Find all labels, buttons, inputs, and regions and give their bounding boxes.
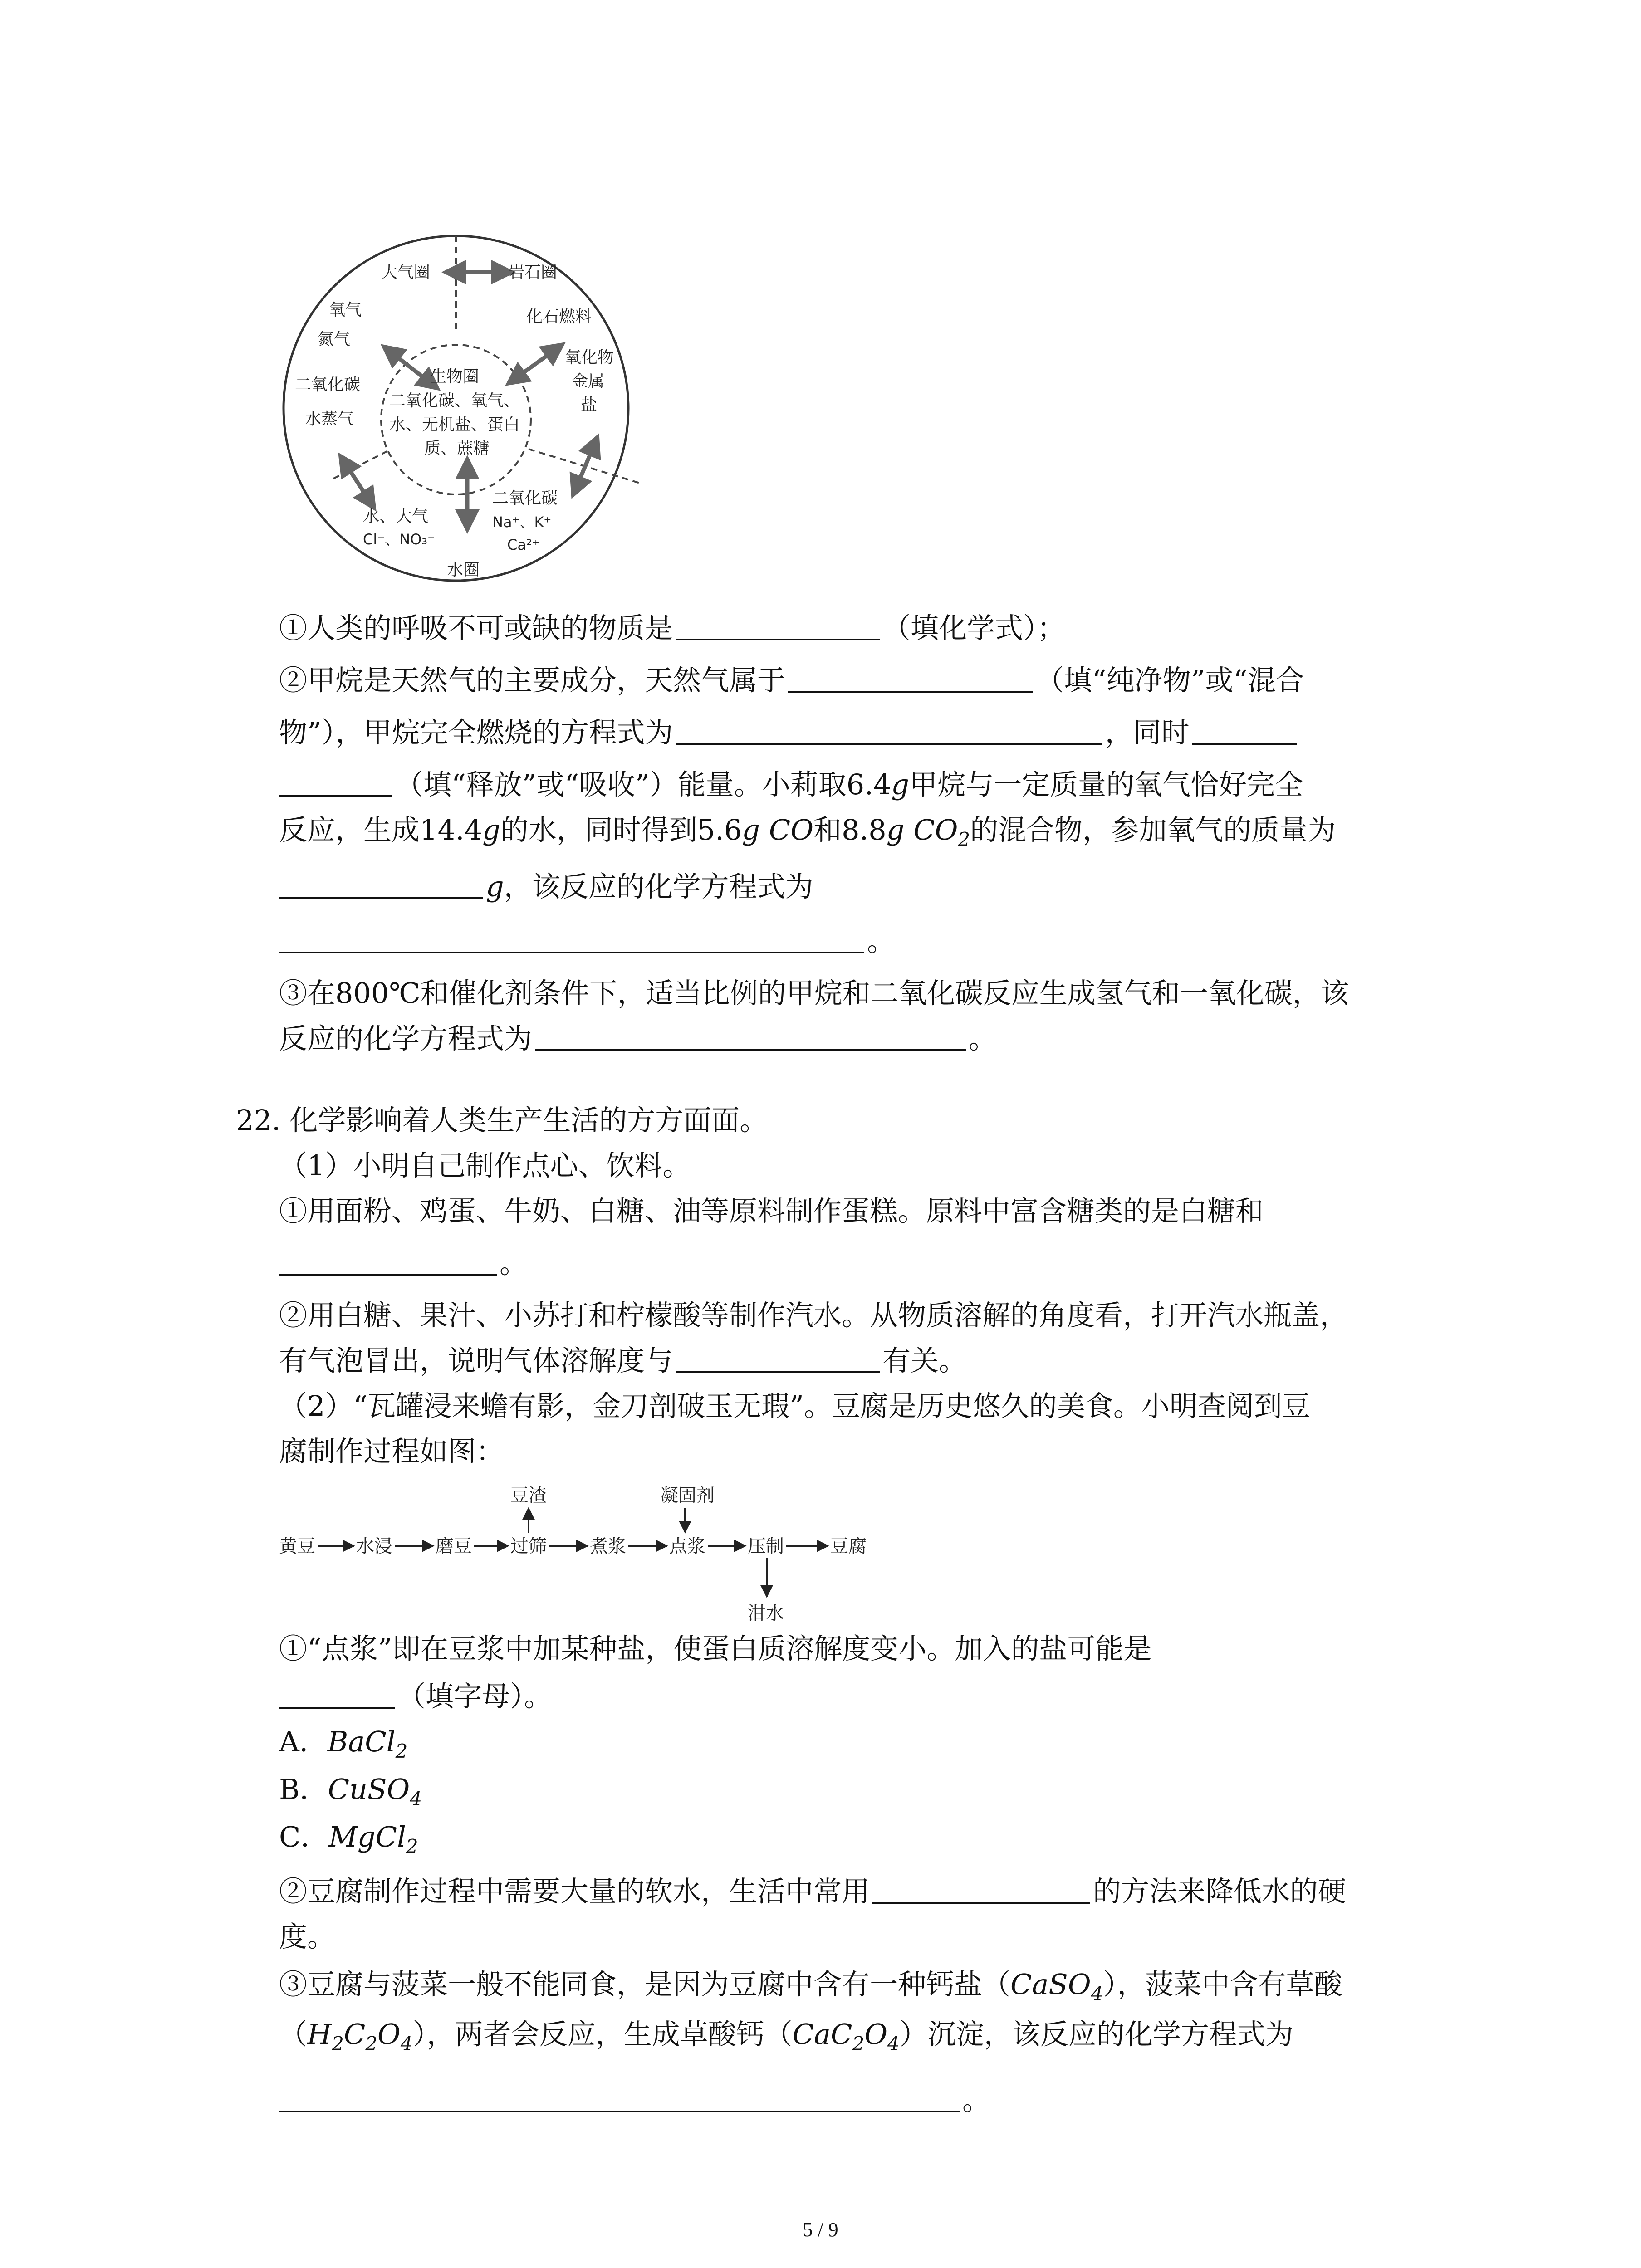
flow-coagulant: 凝固剂 (660, 1485, 715, 1506)
biosphere-line2: 水、无机盐、蛋白 (389, 415, 520, 434)
earth-spheres-diagram (0, 0, 1641, 603)
q21-part3-line2: 反应的化学方程式为 。 (279, 1022, 997, 1055)
flow-step-press: 压制 (748, 1536, 784, 1557)
flow-step-coagulate: 点浆 (669, 1536, 705, 1557)
flow-step-grind: 磨豆 (436, 1536, 472, 1557)
q22-sub2-q3-line2: $(H_2C_2O_4)$，两者会反应，生成草酸钙$(CaC_2O_4)$沉淀，该反应的化学方程式为 (279, 2018, 1293, 2055)
q21-part2-line3: （填“释放”或“吸收”）能量。小莉取6.4g甲烷与一定质量的氧气恰好完全 (279, 767, 1303, 803)
q22-sub1-q2-line1: ②用白糖、果汁、小苏打和柠檬酸等制作汽水。从物质溶解的角度看，打开汽水瓶盖， (279, 1299, 1348, 1332)
q21-part2-line6: 。 (279, 923, 895, 959)
q21-part2-line1: ②甲烷是天然气的主要成分，天然气属于 （填“纯净物”或“混合 (279, 664, 1304, 697)
water-air-label: 水、大气 (363, 507, 429, 526)
metal-label: 金属 (572, 372, 605, 391)
fossil-fuel-label: 化石燃料 (526, 308, 592, 326)
flow-step-soak: 水浸 (356, 1536, 392, 1557)
ions-left-label: Cl⁻、NO₃⁻ (363, 531, 435, 548)
q22-sub1-q2-line2: 有气泡冒出，说明气体溶解度与 有关。 (279, 1344, 967, 1377)
answer-blank[interactable] (1192, 718, 1297, 745)
q21-part1: ①人类的呼吸不可或缺的物质是 （填化学式）； (279, 611, 1066, 645)
answer-blank[interactable] (676, 718, 1102, 745)
lithosphere-label: 岩石圈 (508, 263, 558, 282)
answer-blank[interactable] (279, 2085, 960, 2112)
answer-blank[interactable] (676, 613, 880, 640)
q22-stem: 22. 化学影响着人类生产生活的方方面面。 (236, 1104, 768, 1137)
flow-whey: 泔水 (748, 1603, 784, 1624)
q22-sub1-q1-line2: 。 (279, 1245, 528, 1281)
biosphere-title: 生物圈 (430, 367, 480, 386)
flow-residue: 豆渣 (510, 1485, 547, 1506)
answer-blank[interactable] (872, 1877, 1090, 1904)
flow-step-filter: 过筛 (510, 1536, 547, 1557)
biosphere-line3: 质、蔗糖 (424, 439, 490, 458)
q22-sub2-q1-line1: ①“点浆”即在豆浆中加某种盐，使蛋白质溶解度变小。加入的盐可能是 (279, 1632, 1152, 1665)
co2-left-label: 二氧化碳 (295, 376, 361, 394)
answer-blank[interactable] (535, 1024, 966, 1051)
q22-sub1-q1-line1: ①用面粉、鸡蛋、牛奶、白糖、油等原料制作蛋糕。原料中富含糖类的是白糖和 (279, 1194, 1264, 1227)
q22-sub2-q3-line3: 。 (279, 2082, 990, 2118)
q21-part2-line5: g，该反应的化学方程式为 (279, 869, 813, 905)
q22-sub2-q1-line2: （填字母）。 (279, 1678, 552, 1715)
tofu-process-flowchart (0, 1474, 1641, 1647)
flow-step-tofu: 豆腐 (830, 1536, 867, 1557)
q22-sub2-line2: 腐制作过程如图： (279, 1435, 505, 1468)
q21-part2-line4: 反应，生成14.4g的水，同时得到5.6g CO和8.8g $CO_2$的混合物，参加氧气的质量为 (279, 813, 1336, 850)
answer-blank[interactable] (279, 1248, 497, 1276)
answer-blank[interactable] (279, 872, 483, 899)
answer-blank[interactable] (279, 1681, 395, 1709)
ions-right-label-2: Ca²⁺ (507, 536, 540, 553)
answer-blank[interactable] (788, 665, 1033, 693)
q22-sub2-q2-line2: 度。 (279, 1920, 336, 1953)
q22-sub2-q3-line1: ③豆腐与菠菜一般不能同食，是因为豆腐中含有一种钙盐（CaSO$_4$），菠菜中含有草酸 (279, 1968, 1342, 2005)
option-c[interactable]: C．MgCl$_2$ (279, 1820, 418, 1857)
q22-sub2-q2-line1: ②豆腐制作过程中需要大量的软水，生活中常用 的方法来降低水的硬 (279, 1875, 1347, 1908)
salt-label: 盐 (581, 396, 598, 414)
page-number: 5 / 9 (803, 2219, 838, 2241)
answer-blank[interactable] (676, 1346, 880, 1373)
q22-sub1: （1）小明自己制作点心、饮料。 (279, 1149, 691, 1182)
atmosphere-label: 大气圈 (381, 263, 431, 282)
q21-part3-line1: ③在800℃和催化剂条件下，适当比例的甲烷和二氧化碳反应生成氢气和一氧化碳，该 (279, 977, 1349, 1010)
flow-step-soybean: 黄豆 (279, 1536, 315, 1557)
answer-blank[interactable] (279, 770, 392, 797)
flow-step-boil: 煮浆 (590, 1536, 626, 1557)
answer-blank[interactable] (279, 926, 864, 953)
biosphere-line1: 二氧化碳、氧气、 (389, 391, 520, 410)
co2-right-label: 二氧化碳 (492, 489, 558, 508)
option-b[interactable]: B．CuSO$_4$ (279, 1773, 422, 1810)
option-a[interactable]: A．BaCl$_2$ (279, 1725, 408, 1762)
ions-right-label-1: Na⁺、K⁺ (492, 513, 552, 531)
hydrosphere-label: 水圈 (447, 561, 480, 579)
oxygen-label: 氧气 (329, 301, 362, 319)
q22-sub2-line1: （2）“瓦罐浸来蟾有影，金刀剖破玉无瑕”。豆腐是历史悠久的美食。小明查阅到豆 (279, 1389, 1310, 1422)
q21-part2-line2: 物”），甲烷完全燃烧的方程式为 ，同时 (279, 714, 1299, 751)
oxide-label: 氧化物 (565, 348, 614, 367)
nitrogen-label: 氮气 (318, 330, 351, 349)
water-vapor-label: 水蒸气 (305, 410, 354, 428)
